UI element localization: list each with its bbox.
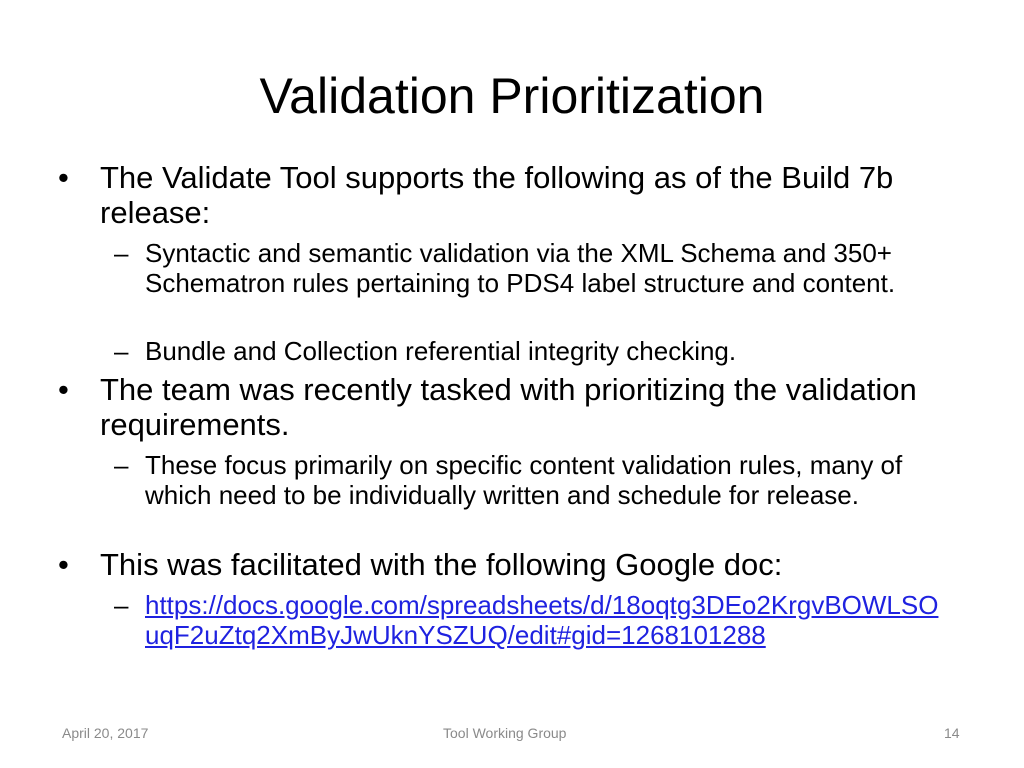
slide-title: Validation Prioritization [259, 68, 765, 124]
bullet-icon: • [58, 547, 69, 582]
dash-icon: – [114, 590, 129, 620]
footer-date: April 20, 2017 [62, 725, 149, 741]
footer-page-number: 14 [944, 725, 960, 741]
bullet-icon: • [58, 372, 69, 407]
google-doc-link[interactable]: https://docs.google.com/spreadsheets/d/18oqtg3DEo2KrgvBOWLSOuqF2uZtq2XmByJwUknYSZUQ/edit#gid=1268101288 [145, 590, 939, 650]
dash-icon: – [114, 238, 129, 268]
google-doc-link-wrapper [145, 590, 945, 650]
bullet-text: The team was recently tasked with prioritizing the validation requirements. [100, 372, 917, 442]
sub-bullet-text: These focus primarily on specific content validation rules, many of which need to be individually written and schedule for release. [145, 450, 903, 510]
sub-bullet-text: Bundle and Collection referential integrity checking. [145, 336, 737, 366]
footer-group: Tool Working Group [443, 725, 567, 741]
bullet-icon: • [58, 160, 69, 195]
bullet-text: This was facilitated with the following Google doc: [100, 547, 783, 582]
dash-icon: – [114, 450, 129, 480]
dash-icon: – [114, 336, 129, 366]
bullet-text: The Validate Tool supports the following as of the Build 7b release: [100, 160, 894, 230]
sub-bullet-text: Syntactic and semantic validation via the XML Schema and 350+ Schematron rules pertaining to PDS4 label structure and content. [145, 238, 896, 298]
